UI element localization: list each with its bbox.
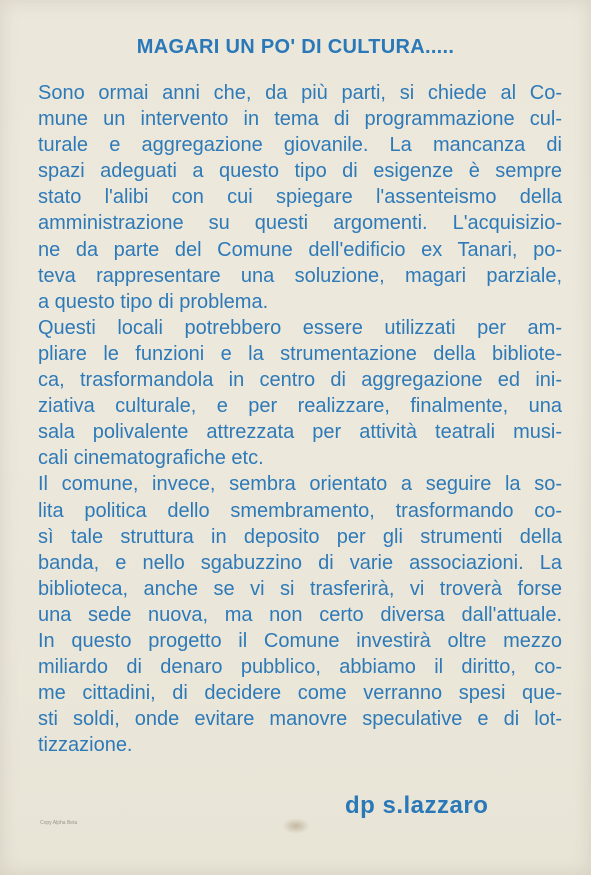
text-line: ziativa culturale, e per realizzare, finalmente, una [38, 395, 562, 418]
text-line: stato l'alibi con cui spiegare l'assenteismo della [38, 186, 562, 209]
text-line: sì tale struttura in deposito per gli strumenti della [38, 525, 562, 548]
body-text [38, 80, 562, 758]
text-line: Il comune, invece, sembra orientato a seguire la so- [38, 473, 562, 496]
text-line: sala polivalente attrezzata per attività teatrali musi- [38, 421, 562, 444]
printer-credit: Copy Alpha Beta [40, 820, 78, 826]
text-line: tizzazione. [38, 734, 133, 757]
text-line: ca, trasformandola in centro di aggregazione ed ini- [38, 369, 562, 392]
text-line: ne da parte del Comune dell'edificio ex Tanari, po- [38, 238, 562, 261]
text-line: turale e aggregazione giovanile. La mancanza di [38, 134, 562, 157]
text-line: una sede nuova, ma non certo diversa dall'attuale. [38, 603, 562, 626]
text-line: biblioteca, anche se vi si trasferirà, vi troverà forse [38, 577, 562, 600]
text-line: amministrazione su questi argomenti. L'acquisizio- [38, 212, 562, 235]
paper-stain [282, 818, 310, 834]
signature: dp s.lazzaro [345, 792, 489, 819]
text-line: Sono ormai anni che, da più parti, si chiede al Co- [38, 82, 562, 104]
text-line: a questo tipo di problema. [38, 290, 269, 313]
text-line: sti soldi, onde evitare manovre speculative e di lot- [38, 708, 562, 731]
text-line: Questi locali potrebbero essere utilizzati per am- [38, 316, 562, 339]
text-line: banda, e nello sgabuzzino di varie associazioni. La [38, 551, 562, 574]
text-line: mune un intervento in tema di programmazione cul- [38, 108, 562, 131]
text-line: cali cinematografiche etc. [38, 447, 264, 470]
text-line: pliare le funzioni e la strumentazione della bibliote- [38, 342, 562, 365]
text-line: teva rappresentare una soluzione, magari parziale, [38, 264, 562, 287]
page-title: MAGARI UN PO' DI CULTURA..... [136, 36, 455, 58]
text-line: me cittadini, di decidere come verranno spesi que- [38, 682, 562, 705]
text-line: miliardo di denaro pubblico, abbiamo il diritto, co- [38, 656, 562, 679]
text-line: spazi adeguati a questo tipo di esigenze è sempre [38, 160, 562, 183]
text-line: In questo progetto il Comune investirà oltre mezzo [38, 629, 562, 652]
text-line: lita politica dello smembramento, trasformando co- [38, 499, 562, 522]
